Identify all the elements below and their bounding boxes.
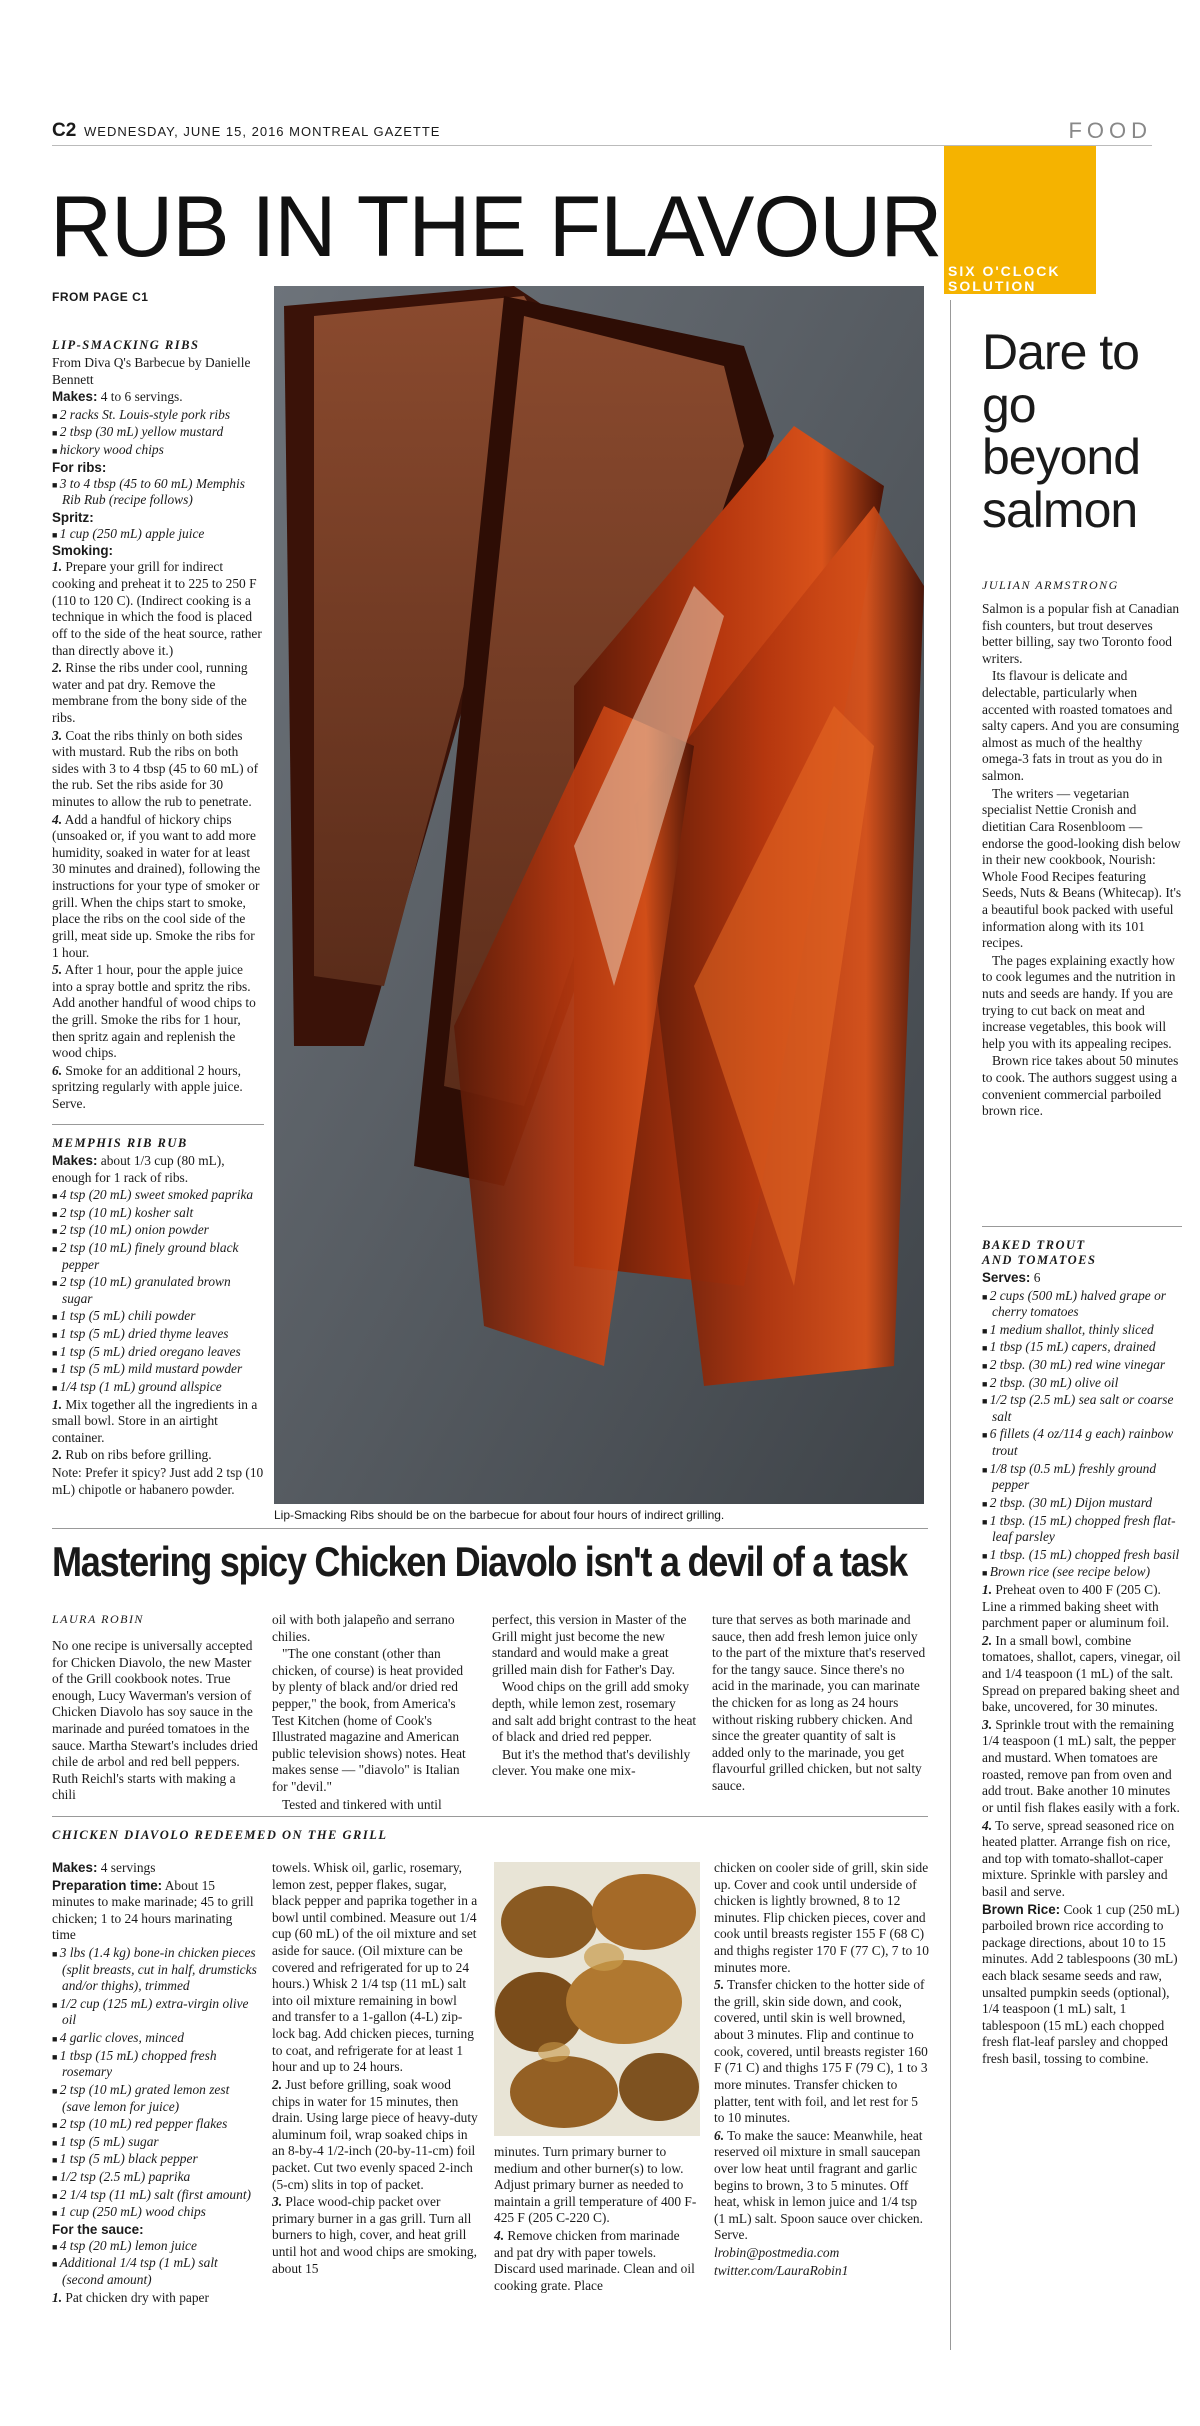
ingredient: ■ 3 to 4 tbsp (45 to 60 mL) Memphis Rib Rub (recipe follows) bbox=[52, 476, 264, 509]
paragraph: Wood chips on the grill add smoky depth, while lemon zest, rosemary and salt add bright contrast to the heat of black and dried red pepper. bbox=[492, 1679, 697, 1745]
ingredient: ■ 1/2 tsp (2.5 mL) sea salt or coarse salt bbox=[982, 1392, 1182, 1425]
paragraph: The pages explaining exactly how to cook legumes and the nutrition in nuts and seeds are handy. If you are trying to cut back on meat and increase vegetables, this book will help you with its appealing recipes. bbox=[982, 952, 1176, 1051]
paragraph: Brown rice takes about 50 minutes to cook. The authors suggest using a convenient commercial parboiled brown rice. bbox=[982, 1053, 1179, 1119]
step: 1. Prepare your grill for indirect cooking and preheat it to 225 to 250 F (110 to 120 C). (Indirect cooking is a technique in which the food is placed off to the side of the heat source, rather than directly above it.) bbox=[52, 559, 262, 658]
step: 5. Transfer chicken to the hotter side of the grill, skin side down, and cook, covered, until skin is well browned, about 3 minutes. Flip and continue to cook, covered, until breasts register 160 F (71 C) and thighs 175 F (79 C), 1 to 3 more minutes. Transfer chicken to platter, tent with foil, and let rest for 5 to 10 minutes. bbox=[714, 1977, 928, 2126]
ingredient: ■ 1 tsp (5 mL) dried thyme leaves bbox=[52, 1326, 264, 1343]
chicken-prep: Preparation time: About 15 minutes to make marinade; 45 to grill chicken; 1 to 24 hours marinating time bbox=[52, 1877, 254, 1943]
ribs-makes: Makes: 4 to 6 servings. bbox=[52, 389, 183, 405]
paragraph: But it's the method that's devilishly clever. You make one mix- bbox=[492, 1746, 691, 1779]
step: 2. Just before grilling, soak wood chips in water for 15 minutes, then drain. Using large piece of heavy-duty aluminum foil, wrap soaked chips in an 8-by-4 1/2-inch (20-by-11-cm) foil packet. Cut two evenly spaced 2-inch (5-cm) slits in top of packet. bbox=[272, 2076, 478, 2192]
divider bbox=[982, 1226, 1182, 1227]
rub-recipe bbox=[52, 1136, 264, 1499]
step: 2. In a small bowl, combine tomatoes, shallot, capers, vinegar, oil and 1/4 teaspoon (1 mL) of the salt. Spread on prepared baking sheet and bake, uncovered, for 30 minutes. bbox=[982, 1632, 1181, 1715]
ingredient: ■ 1 tbsp. (15 mL) chopped fresh basil bbox=[982, 1547, 1182, 1564]
paragraph: ture that serves as both marinade and sauce, then add fresh lemon juice only to the part of the mixture that's reserved for the tangy sauce. Since there's no acid in the marinade, you can marinate the chicken for as long as 24 hours without risking rubbery chicken. And since the greater quantity of salt is added only to the marinade, you get flavourful grilled chicken, but not salty sauce. bbox=[712, 1612, 926, 1794]
ribs-recipe bbox=[52, 338, 264, 1114]
ingredient: ■ 1 tbsp. (15 mL) chopped fresh flat-leaf parsley bbox=[982, 1513, 1182, 1546]
page-number: C2 bbox=[52, 120, 77, 141]
ingredient: ■ 1 cup (250 mL) apple juice bbox=[52, 526, 264, 543]
ribs-source: From Diva Q's Barbecue by Danielle Bennett bbox=[52, 355, 251, 387]
paragraph: oil with both jalapeño and serrano chilies. bbox=[272, 1612, 455, 1644]
ingredient: ■ 1/2 tsp (2.5 mL) paprika bbox=[52, 2169, 258, 2186]
paragraph: Tested and tinkered with until bbox=[282, 1796, 442, 1812]
ingredient: ■ 1 tsp (5 mL) chili powder bbox=[52, 1308, 264, 1325]
ingredient: ■ 1 tsp (5 mL) dried oregano leaves bbox=[52, 1344, 264, 1361]
for-ribs-label: For ribs: bbox=[52, 459, 107, 475]
main-headline: RUB IN THE FLAVOUR bbox=[50, 179, 942, 275]
ingredient: ■ 1 cup (250 mL) wood chips bbox=[52, 2204, 258, 2221]
ingredient: ■ 2 tbsp. (30 mL) Dijon mustard bbox=[982, 1495, 1182, 1512]
spritz-label: Spritz: bbox=[52, 509, 94, 525]
paragraph: minutes. Turn primary burner to medium and other burner(s) to low. Adjust primary burner as needed to maintain a grill temperature of 400 F-425 F (205 C-220 C). bbox=[494, 2144, 697, 2226]
ingredient: ■ 2 tbsp. (30 mL) red wine vinegar bbox=[982, 1357, 1182, 1374]
sidebar-article bbox=[982, 572, 1182, 1121]
ingredient: ■ 6 fillets (4 oz/114 g each) rainbow trout bbox=[982, 1426, 1182, 1459]
chicken-illustration bbox=[494, 1862, 700, 2136]
step: 4. Add a handful of hickory chips (unsoaked or, if you want to add more humidity, soaked in water for at least 30 minutes and drained), following the instructions for your type of smoker or grill. When the chips start to smoke, place the ribs on the cool side of the grill, meat side up. Smoke the ribs for 1 hour. bbox=[52, 811, 261, 960]
paragraph: The writers — vegetarian specialist Nettie Cronish and dietitian Cara Rosenbloom — endorse the good-looking dish below in their new cookbook, Nourish: Whole Food Recipes featuring Seeds, Nuts & Beans (Whitecap). It's a beautiful book packed with useful information along with its 101 recipes. bbox=[982, 785, 1182, 951]
chicken-photo bbox=[494, 1862, 700, 2136]
step: 1. Mix together all the ingredients in a small bowl. Store in an airtight container. bbox=[52, 1396, 258, 1445]
chicken-col-3 bbox=[494, 2144, 700, 2295]
step: 3. Place wood-chip packet over primary burner in a gas grill. Turn all burners to high, cover, and heat grill until hot and wood chips are smoking, about 15 bbox=[272, 2194, 477, 2276]
ingredient: ■ 1/4 tsp (1 mL) ground allspice bbox=[52, 1379, 264, 1396]
ingredient: ■ 1 tsp (5 mL) sugar bbox=[52, 2134, 258, 2151]
step: 4. To serve, spread seasoned rice on heated platter. Arrange fish on rice, and top with tomato-shallot-caper mixture. Sprinkle with parsley and basil and serve. bbox=[982, 1817, 1175, 1899]
ingredient: ■ 2 tbsp. (30 mL) olive oil bbox=[982, 1375, 1182, 1392]
ingredient: ■ Brown rice (see recipe below) bbox=[982, 1564, 1182, 1581]
paragraph: perfect, this version in Master of the Grill might just become the new standard and would make a great grilled main dish for Father's Day. bbox=[492, 1612, 687, 1677]
sidebar-headline: Dare to go beyond salmon bbox=[982, 324, 1141, 538]
ingredient: ■ 1 medium shallot, thinly sliced bbox=[982, 1322, 1182, 1339]
sidebar-byline: JULIAN ARMSTRONG bbox=[982, 578, 1119, 592]
diavolo-col-4 bbox=[712, 1612, 928, 1796]
step: 1. Preheat oven to 400 F (205 C). Line a rimmed baking sheet with parchment paper or aluminum foil. bbox=[982, 1581, 1170, 1631]
step: 3. Sprinkle trout with the remaining 1/4 teaspoon (1 mL) salt, the pepper and mustard. When tomatoes are roasted, remove pan from oven and add trout. Bake another 10 minutes or until fish flakes easily with a fork. bbox=[982, 1716, 1180, 1815]
column-divider bbox=[950, 300, 951, 2350]
diavolo-col-2 bbox=[272, 1612, 478, 1814]
ingredient: ■ 2 1/4 tsp (11 mL) salt (first amount) bbox=[52, 2187, 258, 2204]
trout-serves: Serves: 6 bbox=[982, 1270, 1041, 1285]
step: 2. Rinse the ribs under cool, running water and pat dry. Remove the membrane from the bony side of the ribs. bbox=[52, 660, 248, 725]
ingredient: ■ 1/2 cup (125 mL) extra-virgin olive oil bbox=[52, 1996, 258, 2029]
step: 5. After 1 hour, pour the apple juice into a spray bottle and spritz the ribs. Add another handful of wood chips to the grill. Smoke the ribs for 1 hour, then spritz again and replenish the wood chips. bbox=[52, 962, 256, 1061]
ingredient: ■ 1 tbsp (15 mL) chopped fresh rosemary bbox=[52, 2048, 258, 2081]
ingredient: ■ 2 tsp (10 mL) granulated brown sugar bbox=[52, 1274, 264, 1307]
masthead bbox=[52, 118, 1152, 146]
chicken-heading: CHICKEN DIAVOLO REDEEMED ON THE GRILL bbox=[52, 1828, 388, 1842]
ingredient: ■ hickory wood chips bbox=[52, 442, 264, 459]
paragraph: chicken on cooler side of grill, skin side up. Cover and cook until underside of chicken is lightly browned, 8 to 12 minutes. Flip chicken pieces, cover and cook until breasts register 155 F (68 C) and thighs register 170 F (77 C), 7 to 10 minutes more. bbox=[714, 1860, 929, 1975]
ribs-photo bbox=[274, 286, 924, 1504]
chicken-heading-row bbox=[52, 1828, 928, 1845]
ribs-illustration bbox=[274, 286, 924, 1504]
rub-makes: Makes: about 1/3 cup (80 mL), enough for 1 rack of ribs. bbox=[52, 1153, 225, 1185]
ingredient: ■ 3 lbs (1.4 kg) bone-in chicken pieces (split breasts, cut in half, drumsticks and/or thighs), trimmed bbox=[52, 1945, 258, 1995]
ingredient: ■ 1/8 tsp (0.5 mL) freshly ground pepper bbox=[982, 1461, 1182, 1494]
photo-caption: Lip-Smacking Ribs should be on the barbecue for about four hours of indirect grilling. bbox=[274, 1508, 725, 1522]
ingredient: ■ 2 tsp (10 mL) onion powder bbox=[52, 1222, 264, 1239]
ingredient: ■ 2 tsp (10 mL) red pepper flakes bbox=[52, 2116, 258, 2133]
smoking-label: Smoking: bbox=[52, 543, 114, 559]
ingredient: ■ 2 cups (500 mL) halved grape or cherry tomatoes bbox=[982, 1288, 1182, 1321]
paragraph: Its flavour is delicate and delectable, particularly when accented with roasted tomatoes and salty capers. And you are consuming almost as much of the healthy omega-3 fats in trout as you do in salmon. bbox=[982, 668, 1180, 784]
paragraph: Salmon is a popular fish at Canadian fish counters, but trout deserves better billing, say two Toronto food writers. bbox=[982, 601, 1180, 666]
chicken-col-2 bbox=[272, 1860, 478, 2278]
ingredient: ■ 2 tsp (10 mL) grated lemon zest (save lemon for juice) bbox=[52, 2082, 258, 2115]
step: 4. Remove chicken from marinade and pat dry with paper towels. Discard used marinade. Clean and oil cooking grate. Place bbox=[494, 2228, 695, 2293]
rub-heading: MEMPHIS RIB RUB bbox=[52, 1136, 188, 1150]
trout-recipe bbox=[982, 1238, 1182, 2069]
trout-heading: BAKED TROUT bbox=[982, 1238, 1086, 1252]
diavolo-col-1 bbox=[52, 1638, 258, 1805]
rub-note: Note: Prefer it spicy? Just add 2 tsp (10 mL) chipotle or habanero powder. bbox=[52, 1464, 264, 1497]
ingredient: ■ Additional 1/4 tsp (1 mL) salt (second amount) bbox=[52, 2255, 258, 2288]
ingredient: ■ 4 tsp (20 mL) sweet smoked paprika bbox=[52, 1187, 264, 1204]
ingredient: ■ 2 tbsp (30 mL) yellow mustard bbox=[52, 424, 264, 441]
ingredient: ■ 4 tsp (20 mL) lemon juice bbox=[52, 2238, 258, 2255]
diavolo-byline: LAURA ROBIN bbox=[52, 1612, 144, 1626]
step: 2. Rub on ribs before grilling. bbox=[52, 1447, 212, 1463]
diavolo-col-3 bbox=[492, 1612, 698, 1781]
ingredient: ■ 2 tsp (10 mL) kosher salt bbox=[52, 1205, 264, 1222]
paragraph: "The one constant (other than chicken, of course) is heat provided by plenty of black and/or dried red pepper," the book, from America's Test Kitchen (home of Cook's Illustrated magazine and American public television shows) notes. Heat makes sense — "diavolo" is Italian for "devil." bbox=[272, 1646, 466, 1795]
ingredient: ■ 1 tbsp (15 mL) capers, drained bbox=[982, 1339, 1182, 1356]
chicken-col-1 bbox=[52, 1860, 258, 2307]
diavolo-headline: Mastering spicy Chicken Diavolo isn't a devil of a task bbox=[52, 1538, 907, 1585]
ingredient: ■ 2 racks St. Louis-style pork ribs bbox=[52, 407, 264, 424]
author-email[interactable]: lrobin@postmedia.com bbox=[714, 2245, 840, 2261]
ingredient: ■ 1 tsp (5 mL) black pepper bbox=[52, 2151, 258, 2168]
paragraph: No one recipe is universally accepted for Chicken Diavolo, the new Master of the Grill cookbook notes. True enough, Lucy Waverman's version of Chicken Diavolo has soy sauce in the marinade and puréed tomatoes in the sauce. Martha Stewart's includes dried chile de arbol and red bell peppers. Ruth Reichl's starts with making a chili bbox=[52, 1638, 258, 1803]
section-name: FOOD bbox=[1068, 118, 1152, 143]
step: 3. Coat the ribs thinly on both sides with mustard. Rub the ribs on both sides with 3 to 4 tbsp (45 to 60 mL) of the rub. Set the ribs aside for 30 minutes to allow the rub to penetrate. bbox=[52, 727, 259, 810]
sauce-label: For the sauce: bbox=[52, 2221, 144, 2237]
divider bbox=[52, 1816, 928, 1817]
step: 1. Pat chicken dry with paper bbox=[52, 2289, 209, 2305]
divider bbox=[52, 1124, 264, 1125]
sidebar-tag: SIX O'CLOCK SOLUTION bbox=[948, 263, 1061, 294]
brown-rice: Brown Rice: Cook 1 cup (250 mL) parboiled brown rice according to package directions, about 10 to 15 minutes. Add 2 tablespoons (30 mL) each black sesame seeds and raw, unsalted pumpkin seeds (optional), 1/4 teaspoon (1 mL) salt, 1 tablespoon (15 mL) each chopped fresh flat-leaf parsley and chopped fresh basil, tossing to combine. bbox=[982, 1901, 1180, 2067]
date-line: WEDNESDAY, JUNE 15, 2016 MONTREAL GAZETTE bbox=[84, 124, 441, 139]
ribs-heading: LIP-SMACKING RIBS bbox=[52, 338, 200, 352]
chicken-makes: Makes: 4 servings bbox=[52, 1860, 156, 1875]
ingredient: ■ 4 garlic cloves, minced bbox=[52, 2030, 258, 2047]
trout-heading-2: AND TOMATOES bbox=[982, 1253, 1097, 1267]
step: 6. Smoke for an additional 2 hours, spritzing regularly with apple juice. Serve. bbox=[52, 1062, 243, 1111]
step: 6. To make the sauce: Meanwhile, heat reserved oil mixture in small saucepan over low heat until fragrant and garlic begins to brown, 3 to 5 minutes. Off heat, whisk in lemon juice and 1/4 tsp (1 mL) salt. Spoon sauce over chicken. Serve. bbox=[714, 2127, 923, 2243]
chicken-col-4 bbox=[714, 1860, 930, 2280]
jump-line: FROM PAGE C1 bbox=[52, 290, 149, 304]
divider bbox=[52, 1528, 928, 1529]
paragraph: towels. Whisk oil, garlic, rosemary, lemon zest, pepper flakes, sugar, black pepper and paprika together in a bowl until combined. Measure out 1/4 cup (60 mL) of the oil mixture and set aside for sauce. (Oil mixture can be covered and refrigerated for up to 24 hours.) Whisk 2 1/4 tsp (11 mL) salt into oil mixture remaining in bowl and transfer to a 1-gallon (4-L) zip-lock bag. Add chicken pieces, turning to coat, and refrigerate for at least 1 hour and up to 24 hours. bbox=[272, 1860, 478, 2075]
ingredient: ■ 1 tsp (5 mL) mild mustard powder bbox=[52, 1361, 264, 1378]
author-twitter[interactable]: twitter.com/LauraRobin1 bbox=[714, 2262, 849, 2278]
ingredient: ■ 2 tsp (10 mL) finely ground black pepper bbox=[52, 1240, 264, 1273]
